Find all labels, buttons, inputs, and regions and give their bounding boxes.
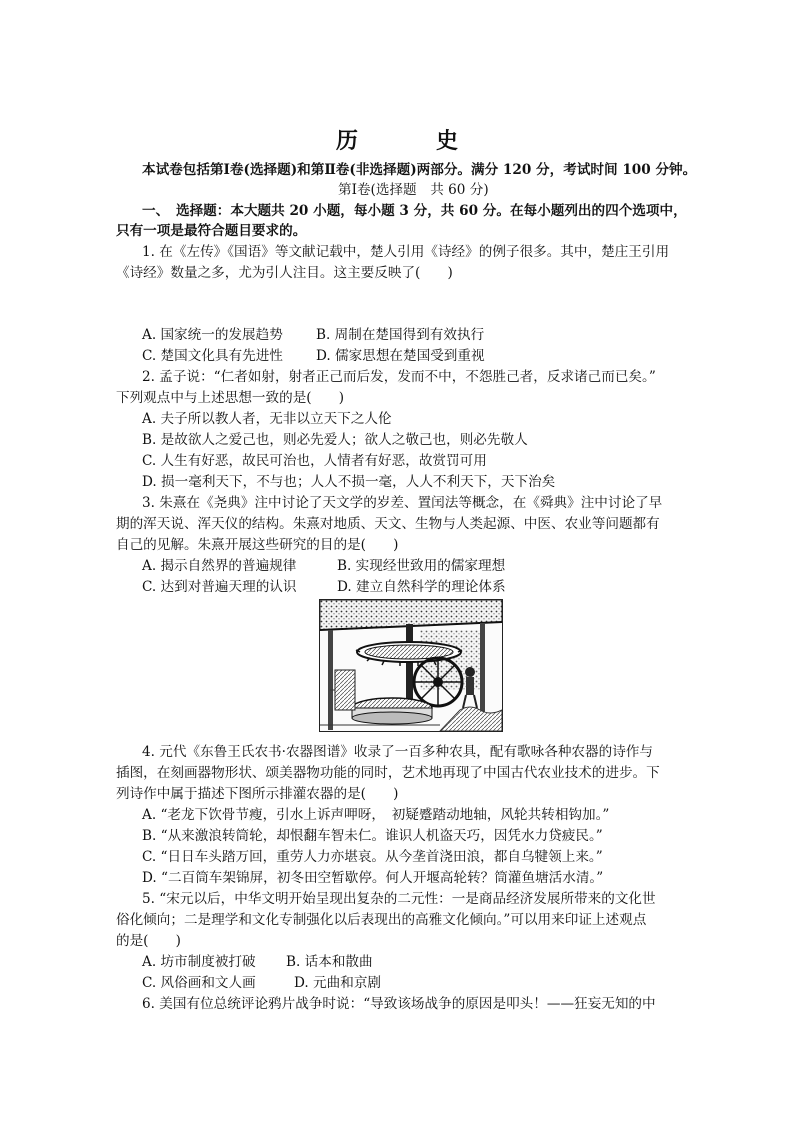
question-5-option-a: A. 坊市制度被打破 — [142, 954, 256, 970]
water-wheel-illustration — [319, 599, 503, 732]
question-3-stem-line-1: 3. 朱熹在《尧典》注中讨论了天文学的岁差、置闰法等概念，在《舜典》注中讨论了早 — [142, 495, 663, 511]
question-3-option-d: D. 建立自然科学的理论体系 — [337, 579, 506, 595]
question-5-stem-line-2: 俗化倾向；二是理学和文化专制强化以后表现出的高雅文化倾向。”可以用来印证上述观点 — [116, 912, 647, 928]
section-instruction-line-2: 只有一项是最符合题目要求的。 — [116, 223, 307, 239]
question-4-stem-line-3: 列诗作中属于描述下图所示排灌农器的是( ) — [116, 786, 399, 802]
question-1-option-a: A. 国家统一的发展趋势 — [142, 327, 283, 343]
section-instruction-line-1: 一、 选择题：本大题共 20 小题，每小题 3 分，共 60 分。在每小题列出的四个选项中， — [142, 203, 687, 219]
question-6-stem-line-1: 6. 美国有位总统评论鸦片战争时说：“导致该场战争的原因是叩头！——狂妄无知的中 — [142, 996, 656, 1012]
question-2-stem-line-2: 下列观点中与上述思想一致的是( ) — [116, 390, 345, 406]
question-5-option-c: C. 风俗画和文人画 — [142, 975, 256, 991]
water-wheel-icon — [320, 600, 502, 731]
question-2-option-c: C. 人生有好恶，故民可治也，人情者有好恶，故赏罚可用 — [142, 453, 487, 469]
exam-intro: 本试卷包括第Ⅰ卷(选择题)和第Ⅱ卷(非选择题)两部分。满分 120 分，考试时间 100 分钟。 — [142, 162, 697, 178]
question-3-option-a: A. 揭示自然界的普遍规律 — [142, 558, 297, 574]
question-2-option-d: D. 损一毫利天下，不与也；人人不损一毫，人人不利天下，天下治矣 — [142, 474, 556, 490]
question-5-option-d: D. 元曲和京剧 — [294, 975, 382, 991]
question-4-stem-line-2: 插图，在刻画器物形状、颂美器物功能的同时，艺术地再现了中国古代农业技术的进步。下 — [116, 765, 660, 781]
question-5-stem-line-3: 的是( ) — [116, 933, 181, 949]
question-3-stem-line-3: 自己的见解。朱熹开展这些研究的目的是( ) — [116, 537, 399, 553]
question-1-stem-line-2: 《诗经》数量之多，尤为引人注目。这主要反映了( ) — [116, 265, 453, 281]
question-4-option-b: B. “从来激浪转筒轮，却恨翻车智未仁。谁识人机盗天巧，因凭水力贷疲民。” — [142, 828, 603, 844]
question-3-option-b: B. 实现经世致用的儒家理想 — [337, 558, 506, 574]
question-3-option-c: C. 达到对普遍天理的认识 — [142, 579, 297, 595]
question-1-stem-line-1: 1. 在《左传》《国语》等文献记载中，楚人引用《诗经》的例子很多。其中，楚庄王引用 — [142, 244, 670, 260]
question-5-option-b: B. 话本和散曲 — [286, 954, 373, 970]
question-1-option-b: B. 周制在楚国得到有效执行 — [316, 327, 485, 343]
question-1-option-d: D. 儒家思想在楚国受到重视 — [316, 348, 485, 364]
part-heading: 第Ⅰ卷(选择题 共 60 分) — [338, 182, 489, 198]
question-2-stem-line-1: 2. 孟子说：“仁者如射，射者正己而后发，发而不中，不怨胜己者，反求诸己而已矣。” — [142, 369, 656, 385]
question-2-option-b: B. 是故欲人之爱己也，则必先爱人；欲人之敬己也，则必先敬人 — [142, 432, 528, 448]
question-5-stem-line-1: 5. “宋元以后，中华文明开始呈现出复杂的二元性：一是商品经济发展所带来的文化世 — [142, 891, 656, 907]
question-4-option-d: D. “二百筒车架锦屏，初冬田空暂歇停。何人开堰高轮转？筒灌鱼塘活水清。” — [142, 870, 604, 886]
question-1-option-c: C. 楚国文化具有先进性 — [142, 348, 283, 364]
question-3-stem-line-2: 期的浑天说、浑天仪的结构。朱熹对地质、天文、生物与人类起源、中医、农业等问题都有 — [116, 516, 660, 532]
question-2-option-a: A. 夫子所以教人者，无非以立天下之人伦 — [142, 411, 392, 427]
page-title: 历 史 — [335, 128, 486, 154]
question-4-option-a: A. “老龙下饮骨节瘦，引水上诉声呷呀， 初疑蹙踏动地轴，风轮共转相钩加。” — [142, 807, 610, 823]
question-4-stem-line-1: 4. 元代《东鲁王氏农书·农器图谱》收录了一百多种农具，配有歌咏各种农器的诗作与 — [142, 744, 653, 760]
question-4-option-c: C. “日日车头踏万回，重劳人力亦堪哀。从今垄首浇田浪，都自乌犍领上来。” — [142, 849, 603, 865]
